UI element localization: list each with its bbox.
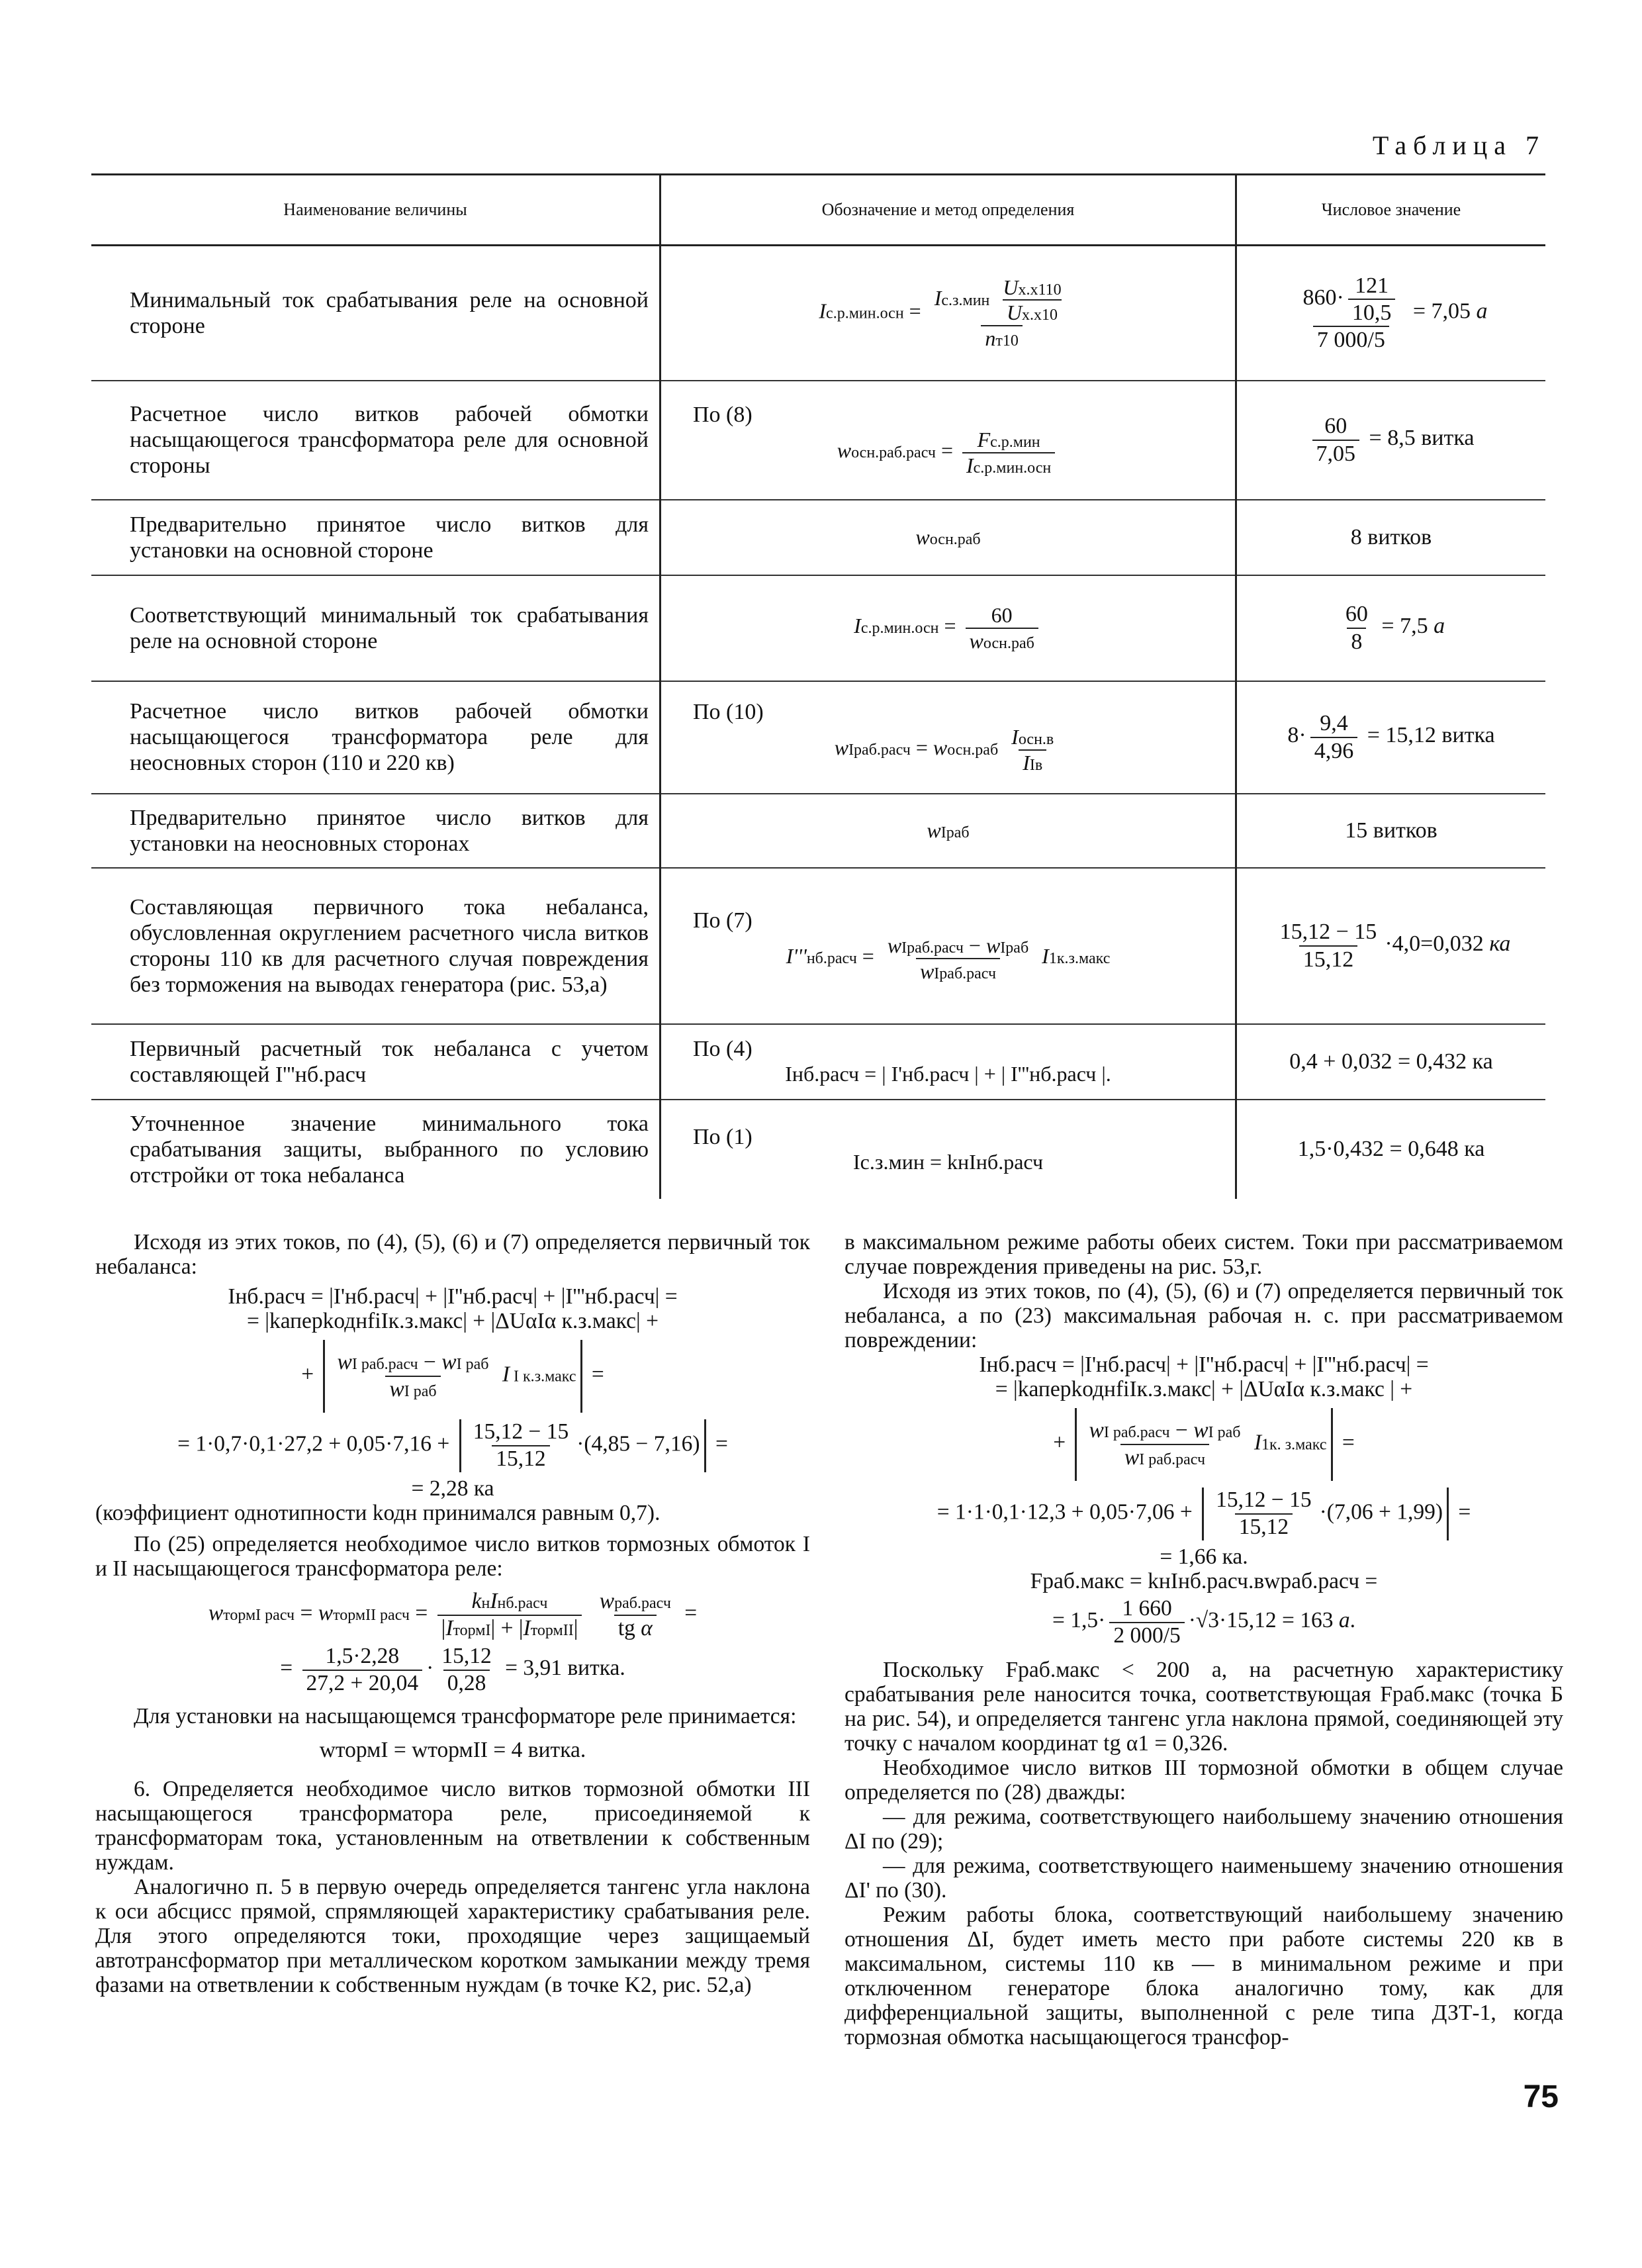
paragraph: Режим работы блока, соответствующий наибольшему значению отношения ΔI, будет иметь место при работе системы 220 кв в максимальном, системы 110 кв — в минимальном режиме и при отключенном генераторе блока аналогично тому, как для дифференциальной защиты, выполненной с реле типа ДЗТ-1, когда тормозная обмотка насыщающегося трансфор- xyxy=(844,1903,1563,2050)
row-name: Предварительно принятое число витков для установки на неосновных сторонах xyxy=(130,805,649,856)
table-7 xyxy=(91,173,1545,1199)
row-value: 0,4 + 0,032 = 0,432 ка xyxy=(1236,1024,1546,1100)
paragraph: Поскольку Fраб.макс < 200 а, на расчетную характеристику срабатывания реле наносится точка, соответствующая Fраб.макс (точка Б на рис. 54), и определяется тангенс угла наклона прямой, соединяющей эту точку с началом координат tg α1 = 0,326. xyxy=(844,1658,1563,1756)
row-name: Первичный расчетный ток небаланса с учетом составляющей I'''нб.расч xyxy=(130,1036,649,1087)
equation: wтормI расч = wтормII расч = kнIнб.расч |IтормI| + |IтормII| wраб.расч tg α = xyxy=(208,1589,698,1640)
row-formula: Iс.р.мин.осн = 60 wосн.раб xyxy=(661,575,1236,681)
paragraph: Аналогично п. 5 в первую очередь определяется тангенс угла наклона к оси абсцисс прямой, спрямляющей характеристику срабатывания реле. Для этого определяются токи, проходящие через защищаемый автотрансформатор при металлическом коротком замыкании между тремя фазами на ответвлении к собственным нуждам (в точке K2, рис. 52,а) xyxy=(95,1875,810,1998)
table-row xyxy=(91,1100,1545,1199)
equation: wтормI = wтормII = 4 витка. xyxy=(319,1738,586,1763)
equation: = 2,28 ка xyxy=(411,1476,494,1501)
row-value: $\frac{15,12 - 15}{15,12}$ ·4,0=0,032 ка xyxy=(1236,868,1546,1024)
row-value: 8 витков xyxy=(1236,500,1546,575)
paragraph: (коэффициент однотипности kодн принимался равным 0,7). xyxy=(95,1501,661,1525)
equation: + wI раб.расч − wI раб wI раб I I к.з.макс = xyxy=(95,1340,810,1413)
row-value: $\frac{60}{8}$ = 7,5 а xyxy=(1236,575,1546,681)
header-method: Обозначение и метод определения xyxy=(661,175,1236,246)
equation: Iнб.расч = |I'нб.расч| + |I''нб.расч| + |I'''нб.расч| = xyxy=(979,1352,1429,1377)
left-column xyxy=(95,1230,810,1997)
paragraph: Исходя из этих токов, по (4), (5), (6) и (7) определяется первичный ток небаланса, а по (23) максимальная рабочая н. с. при рассматриваемом повреждении: xyxy=(844,1279,1563,1352)
row-value: 1,5·0,432 = 0,648 ка xyxy=(1297,1137,1485,1161)
row-name: Минимальный ток срабатывания реле на основной стороне xyxy=(130,287,649,338)
row-formula: Iс.р.мин.осн = Iс.з.мин Uх.х110 Uх.х10 nт10 xyxy=(661,246,1236,381)
equation: = 1,5· $\frac{1 660}{2 000/5}$ ·√3·15,12 = 163 а. xyxy=(1052,1596,1355,1648)
table-row xyxy=(91,868,1545,1024)
equation: Iнб.расч = |I'нб.расч| + |I''нб.расч| + |I'''нб.расч| = xyxy=(228,1284,678,1309)
row-name: Соответствующий минимальный ток срабатывания реле на основной стороне xyxy=(130,602,649,653)
row-formula: По (10) wIраб.расч = wосн.раб Iосн.в IIв xyxy=(661,681,1236,794)
paragraph: в максимальном режиме работы обеих систем. Токи при рассматриваемом случае повреждения приведены на рис. 53,г. xyxy=(844,1230,1563,1279)
paragraph: Исходя из этих токов, по (4), (5), (6) и (7) определяется первичный ток небаланса: xyxy=(95,1230,810,1279)
row-name: Расчетное число витков рабочей обмотки насыщающегося трансформатора реле для основной стороны xyxy=(130,402,649,478)
header-name: Наименование величины xyxy=(91,175,661,246)
paragraph: Для установки на насыщающемся трансформаторе реле принимается: xyxy=(134,1704,797,1729)
row-formula xyxy=(661,1024,1236,1100)
right-column xyxy=(844,1230,1563,2050)
table-row xyxy=(91,575,1545,681)
table-row xyxy=(91,1024,1545,1100)
row-formula: wIраб xyxy=(661,794,1236,868)
row-value: $\frac{60}{7,05}$ = 8,5 витка xyxy=(1236,381,1546,500)
row-value: 8· $\frac{9,4}{4,96}$ = 15,12 витка xyxy=(1236,681,1546,794)
table-row xyxy=(91,794,1545,868)
equation: = 1·1·0,1·12,3 + 0,05·7,06 + $\frac{15,12 - 15}{15,12}$ ·(7,06 + 1,99) = xyxy=(936,1488,1471,1539)
row-ref: По (4) xyxy=(693,1037,753,1061)
row-name: Составляющая первичного тока небаланса, обусловленная округлением расчетного числа витков стороны 110 кв для расчетного случая повреждения без торможения на выводах генератора (рис. 53,а) xyxy=(130,894,649,997)
page-number: 75 xyxy=(1523,2079,1559,2114)
row-formula: wосн.раб xyxy=(661,500,1236,575)
row-value: 15 витков xyxy=(1236,794,1546,868)
table-row xyxy=(91,381,1545,500)
paragraph: 6. Определяется необходимое число витков тормозной обмотки III насыщающегося трансформатора реле, присоединяемой к трансформаторам тока, установленным на ответвлении к собственным нуждам. xyxy=(95,1777,810,1875)
row-formula: По (7) I'''нб.расч = wIраб.расч − wIраб wIраб.расч I1к.з.макс xyxy=(661,868,1236,1024)
row-ref: По (10) xyxy=(693,699,764,724)
header-value: Числовое значение xyxy=(1236,175,1546,246)
equation: + wI раб.расч − wI раб wI раб.расч I1к. з.макс = xyxy=(844,1408,1563,1481)
equation: = |kаперkоднfiIк.з.макс| + |ΔUαIα к.з.макс| + xyxy=(246,1309,659,1333)
row-formula-text: Iнб.расч = | I'нб.расч | + | I'''нб.расч |. xyxy=(785,1062,1111,1086)
table-row xyxy=(91,500,1545,575)
table-row xyxy=(91,681,1545,794)
row-name: Расчетное число витков рабочей обмотки насыщающегося трансформатора реле для неосновных сторон (110 и 220 кв) xyxy=(130,699,649,775)
row-ref: По (8) xyxy=(693,402,753,427)
equation: = |kаперkоднfiIк.з.макс| + |ΔUαIα к.з.макс | + xyxy=(995,1377,1413,1401)
row-ref: По (7) xyxy=(693,908,753,933)
row-formula xyxy=(661,1100,1236,1199)
row-ref: По (1) xyxy=(693,1124,753,1149)
row-formula-text: Iс.з.мин = kнIнб.расч xyxy=(852,1149,1044,1174)
equation: = $\frac{1,5\cdot 2,28}{27,2 + 20,04}$ · $\frac{15,12}{0,28}$ = 3,91 витка. xyxy=(280,1644,625,1695)
row-formula: По (8) wосн.раб.расч = Fс.р.мин Iс.р.мин.осн xyxy=(661,381,1236,500)
paragraph: По (25) определяется необходимое число витков тормозных обмоток I и II насыщающегося трансформатора реле: xyxy=(95,1532,810,1581)
table-row xyxy=(91,246,1545,381)
row-name: Уточненное значение минимального тока срабатывания защиты, выбранного по условию отстройки от тока небаланса xyxy=(130,1111,649,1188)
paragraph: — для режима, соответствующего наибольшему значению отношения ΔI по (29); xyxy=(844,1805,1563,1854)
equation: = 1,66 ка. xyxy=(1160,1544,1248,1569)
row-value: 860· $\frac{121}{10,5}$ 7 000/5 = 7,05 а xyxy=(1236,246,1546,381)
table-caption: Таблица 7 xyxy=(1372,130,1545,160)
equation: Fраб.макс = kнIнб.расч.вwраб.расч = xyxy=(1030,1569,1378,1593)
equation: = 1·0,7·0,1·27,2 + 0,05·7,16 + $\frac{15,12 - 15}{15,12}$ ·(4,85 − 7,16) = xyxy=(177,1419,728,1471)
paragraph: — для режима, соответствующего наименьшему значению отношения ΔI' по (30). xyxy=(844,1854,1563,1903)
row-name: Предварительно принятое число витков для установки на основной стороне xyxy=(130,512,649,563)
paragraph: Необходимое число витков III тормозной обмотки в общем случае определяется по (28) дважды: xyxy=(844,1756,1563,1805)
